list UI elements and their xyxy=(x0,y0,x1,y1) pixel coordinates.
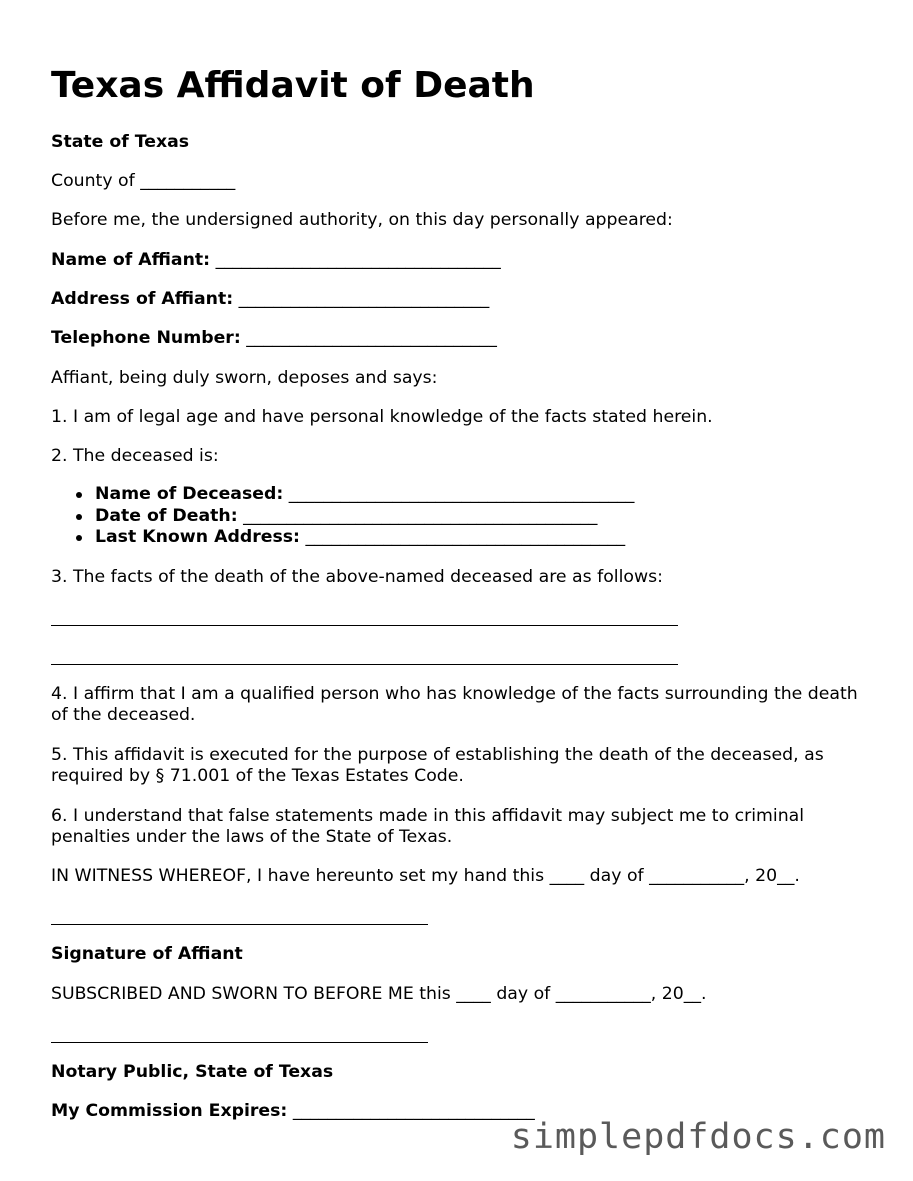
item-6: 6. I understand that false statements made in this affidavit may subject me to criminal penalties under the laws of the State of Texas. xyxy=(51,806,805,847)
affiant-telephone-label: Telephone Number: xyxy=(51,328,241,348)
list-item xyxy=(51,527,634,549)
last-address-blank: _____________________________________ xyxy=(305,527,626,548)
deceased-name-label: Name of Deceased: xyxy=(95,484,284,504)
affiant-address-field xyxy=(51,289,489,310)
date-of-death-blank: _________________________________________ xyxy=(243,505,598,526)
affiant-name-label: Name of Affiant: xyxy=(51,250,211,270)
last-address-label: Last Known Address: xyxy=(95,527,300,548)
item-2: 2. The deceased is: xyxy=(51,446,219,466)
notary-signature-line xyxy=(51,1042,428,1043)
county-line: County of ___________ xyxy=(51,171,236,191)
item-5: 5. This affidavit is executed for the purpose of establishing the death of the deceased, as required by § 71.001 of the Texas Estates Code. xyxy=(51,745,824,786)
item-4: 4. I affirm that I am a qualified person who has knowledge of the facts surrounding the death of the deceased. xyxy=(51,684,858,725)
commission-blank: ____________________________ xyxy=(292,1101,535,1121)
affiant-signature-line xyxy=(51,924,428,925)
signature-label: Signature of Affiant xyxy=(51,944,243,964)
notary-label: Notary Public, State of Texas xyxy=(51,1062,334,1082)
list-item xyxy=(51,484,634,506)
subscribed-clause: SUBSCRIBED AND SWORN TO BEFORE ME this ____ day of ___________, 20__. xyxy=(51,984,707,1004)
facts-blank-line-1 xyxy=(51,625,678,626)
state-heading: State of Texas xyxy=(51,132,190,152)
witness-clause: IN WITNESS WHEREOF, I have hereunto set my hand this ____ day of ___________, 20__. xyxy=(51,866,800,886)
commission-label: My Commission Expires: xyxy=(51,1101,288,1121)
document-title: Texas Affidavit of Death xyxy=(51,65,535,106)
commission-field xyxy=(51,1101,535,1122)
affiant-name-blank: _________________________________ xyxy=(215,250,501,270)
deceased-name-blank: ________________________________________ xyxy=(288,484,635,504)
affiant-address-label: Address of Affiant: xyxy=(51,289,234,309)
item-1: 1. I am of legal age and have personal knowledge of the facts stated herein. xyxy=(51,407,713,427)
affiant-name-field xyxy=(51,250,501,271)
date-of-death-label: Date of Death: xyxy=(95,505,238,526)
list-item xyxy=(51,506,634,528)
deceased-details-list xyxy=(51,484,634,549)
affiant-telephone-field xyxy=(51,328,497,349)
watermark: simplepdfdocs.com xyxy=(510,1117,886,1157)
item-3: 3. The facts of the death of the above-named deceased are as follows: xyxy=(51,567,663,587)
intro-text: Before me, the undersigned authority, on this day personally appeared: xyxy=(51,210,673,230)
facts-blank-line-2 xyxy=(51,664,678,665)
sworn-statement: Affiant, being duly sworn, deposes and says: xyxy=(51,368,438,388)
affiant-address-blank: _____________________________ xyxy=(238,289,490,309)
affiant-telephone-blank: _____________________________ xyxy=(246,328,497,348)
